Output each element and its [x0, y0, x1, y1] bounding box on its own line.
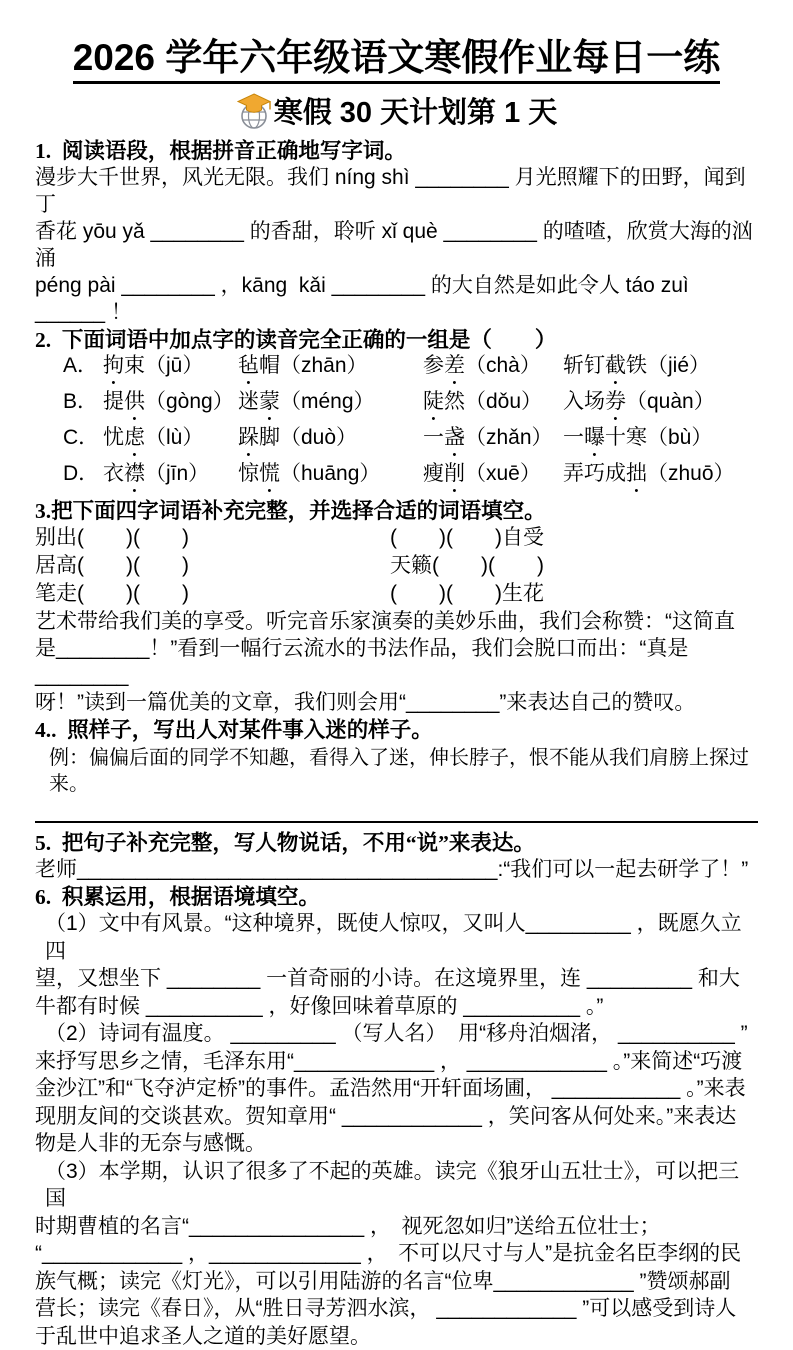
q4-example: 例：偏偏后面的同学不知趣，看得入了迷，伸长脖子，恨不能从我们肩膀上探过来。 [49, 747, 749, 796]
dotted-char: 削 [444, 462, 465, 486]
word-post: 然（dǒu） [444, 390, 543, 414]
q1-prompt: 1. 阅读语段，根据拼音正确地写字词。 [35, 139, 406, 164]
word-post: （chà） [465, 354, 541, 378]
idiom-blank: 居高( )( ) [35, 554, 189, 578]
option-word [423, 425, 563, 461]
page-title-text: 2026 学年六年级语文寒假作业每日一练 [73, 37, 721, 84]
q6-part3-line: “____________ ，_____________ ， 不可以尺寸与人”是抗金名臣李纲的民 [35, 1242, 742, 1266]
q1-line: 香花 yōu yǎ ________ 的香甜，聆听 xǐ què ________ 的喳喳，欣赏大海的汹涌 [35, 220, 753, 271]
word-post: （méng） [280, 390, 375, 414]
option-word [238, 461, 423, 497]
word-post: （gòng） [145, 390, 234, 414]
option-label: D． [63, 462, 100, 486]
q6-part3-line: 营长；读完《春日》，从“胜日寻芳泗水滨， ____________ ”可以感受到诗人 [35, 1297, 737, 1321]
q3-prompt: 3.把下面四字词语补充完整，并选择合适的词语填空。 [35, 499, 546, 524]
option-word [103, 461, 238, 497]
word-post: 帽（zhān） [259, 354, 368, 378]
q4-prompt: 4.. 照样子，写出人对某件事入迷的样子。 [35, 718, 433, 743]
word-pre: 惊 [238, 462, 259, 486]
q2-prompt: 2. 下面词语中加点字的读音完全正确的一组是（ ） [35, 328, 557, 353]
word-pre: 瘦 [423, 462, 444, 486]
q5-prompt: 5. 把句子补充完整，写人物说话，不用“说”来表达。 [35, 831, 535, 856]
q3-idiom-row [35, 524, 758, 552]
q3-paragraph-line: 艺术带给我们美的享受。听完音乐家演奏的美妙乐曲，我们会称赞：“这简直 [35, 610, 735, 634]
q2-option-d [35, 461, 758, 497]
q3-paragraph-line: 是________！”看到一幅行云流水的书法作品，我们会脱口而出：“真是________ [35, 637, 689, 688]
q6-part3-line: 时期曹植的名言“_______________ ， 视死忽如归”送给五位壮士； [35, 1214, 661, 1238]
option-word [563, 353, 710, 389]
q6-part3-line: 于乱世中追求圣人之道的美好愿望。 [35, 1324, 371, 1348]
dotted-char: 券 [605, 390, 626, 414]
word-post: （zhuō） [647, 462, 735, 486]
word-pre: 提 [103, 390, 124, 414]
word-post: 十寒（bù） [605, 426, 713, 450]
q6-section [35, 885, 758, 1350]
idiom-blank: 天籁( )( ) [390, 554, 544, 578]
word-pre: 入场 [563, 390, 605, 414]
q3-paragraph-line: 呀！”读到一篇优美的文章，我们则会用“________”来表达自己的赞叹。 [35, 691, 696, 715]
q6-part1-line: 牛都有时候 __________ ，好像回味着草原的 __________ 。” [35, 994, 604, 1018]
page-subtitle [35, 90, 758, 131]
idiom-blank: ( )( )自受 [390, 526, 544, 550]
word-post: （huāng） [280, 462, 381, 486]
option-word [238, 389, 423, 425]
idiom-blank: 笔走( )( ) [35, 582, 189, 606]
option-word [563, 425, 712, 461]
dotted-char: 毡 [238, 354, 259, 378]
q6-part1-line: （1）文中有风景。“这种境界，既使人惊叹，又叫人_________ ，既愿久立四 [45, 912, 742, 963]
q4-answer-line [35, 797, 758, 823]
graduation-cap-globe-icon [236, 92, 272, 130]
q3-idiom-row [35, 552, 758, 580]
word-pre: 衣 [103, 462, 124, 486]
q2-option-a [35, 353, 758, 389]
page-subtitle-text: 寒假 30 天计划第 1 天 [273, 97, 558, 130]
idiom-blank: 别出( )( ) [35, 526, 189, 550]
word-pre: 弄巧成 [563, 462, 626, 486]
word-post: （jīn） [145, 462, 210, 486]
word-pre: 忧 [103, 426, 124, 450]
word-pre: 参 [423, 354, 444, 378]
option-word [103, 353, 238, 389]
q6-part2-line: 现朋友间的交谈甚欢。贺知章用“ ____________ ，笑问客从何处来。”来表达 [35, 1104, 737, 1128]
q3-idiom-row [35, 580, 758, 608]
dotted-char: 拙 [626, 462, 647, 486]
dotted-char: 襟 [124, 462, 145, 486]
option-word [238, 353, 423, 389]
option-word [563, 461, 735, 497]
option-word [563, 389, 715, 425]
q6-part2-line: 金沙江”和“飞夺泸定桥”的事件。孟浩然用“开轩面场圃， ___________ 。”来表 [35, 1077, 746, 1101]
q6-prompt: 6. 积累运用，根据语境填空。 [35, 885, 320, 910]
word-post: （quàn） [626, 390, 715, 414]
word-post: 脚（duò） [259, 426, 358, 450]
word-post: 铁（jié） [626, 354, 711, 378]
q1-line: 漫步大千世界，风光无限。我们 níng shì ________ 月光照耀下的田野，闻到丁 [35, 166, 746, 217]
q6-part2-line: 来抒写思乡之情，毛泽东用“____________ ， ____________ 。”来简述“巧渡 [35, 1049, 743, 1073]
dotted-char: 盏 [444, 426, 465, 450]
dotted-char: 供 [124, 390, 145, 414]
option-label: A． [63, 354, 99, 378]
q5-sentence-line: 老师____________________________________:“我们可以一起去研学了！” [35, 858, 749, 882]
idiom-blank: ( )( )生花 [390, 582, 544, 606]
q6-part2-line: 物是人非的无奈与感慨。 [35, 1132, 266, 1156]
word-pre: 斩钉 [563, 354, 605, 378]
page-title [35, 36, 758, 80]
word-pre: 一 [563, 426, 584, 450]
dotted-char: 拘 [103, 354, 124, 378]
dotted-char: 慌 [259, 462, 280, 486]
dotted-char: 虑 [124, 426, 145, 450]
word-post: （xuē） [465, 462, 541, 486]
q6-part3-line: （3）本学期，认识了很多了不起的英雄。读完《狼牙山五壮士》，可以把三国 [45, 1159, 740, 1211]
word-post: 束（jū） [124, 354, 204, 378]
word-pre: 迷 [238, 390, 259, 414]
q2-option-b [35, 389, 758, 425]
option-label: C． [63, 426, 100, 450]
word-post: （zhǎn） [465, 426, 553, 450]
dotted-char: 蒙 [259, 390, 280, 414]
word-post: （lù） [145, 426, 204, 450]
q2-option-c [35, 425, 758, 461]
q6-part2-line: （2）诗词有温度。 _________ （写人名） 用“移舟泊烟渚， __________ ” [45, 1022, 748, 1046]
dotted-char: 差 [444, 354, 465, 378]
option-word [103, 389, 238, 425]
option-word [103, 425, 238, 461]
dotted-char: 截 [605, 354, 626, 378]
dotted-char: 曝 [584, 426, 605, 450]
option-label: B． [63, 390, 99, 414]
option-word [423, 353, 563, 389]
q6-part3-line: 族气概；读完《灯光》，可以引用陆游的名言“位卑____________ ”赞颂郝副 [35, 1269, 731, 1293]
option-word [423, 389, 563, 425]
option-word [238, 425, 423, 461]
option-word [423, 461, 563, 497]
word-pre: 一 [423, 426, 444, 450]
dotted-char: 陡 [423, 390, 444, 414]
q1-line: péng pài ________ ，kāng kǎi ________ 的大自然是如此令人 táo zuì ______ ！ [35, 274, 695, 325]
dotted-char: 跺 [238, 426, 259, 450]
q6-part1-line: 望，又想坐下 ________ 一首奇丽的小诗。在这境界里，连 _________ 和大 [35, 967, 740, 991]
